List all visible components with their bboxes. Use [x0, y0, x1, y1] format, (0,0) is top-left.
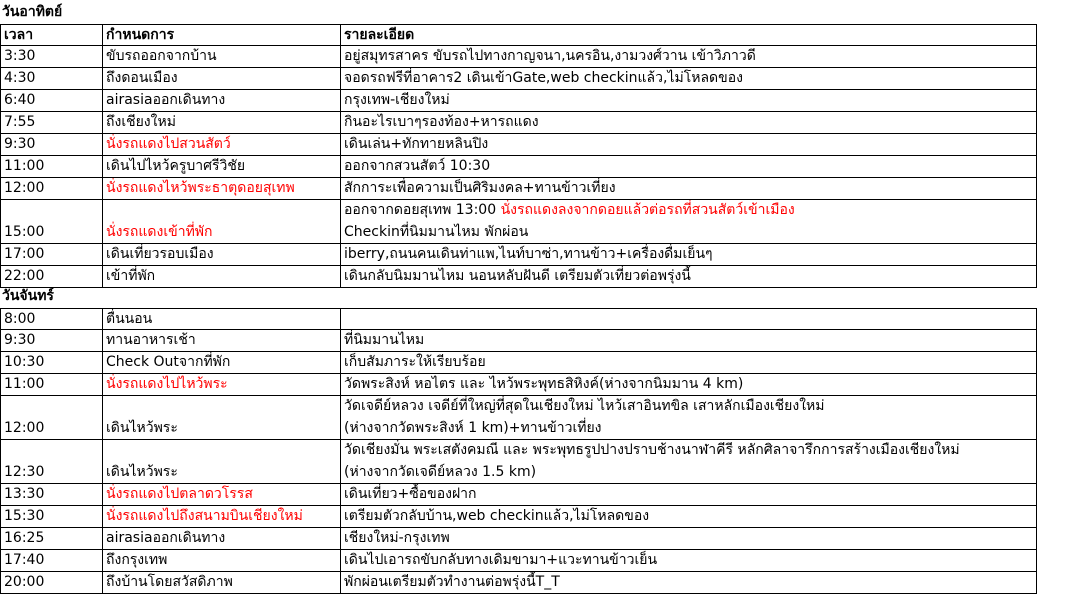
table-row	[0, 134, 1067, 156]
activity-text: airasiaออกเดินทาง	[106, 92, 226, 108]
activity-cell	[102, 200, 340, 244]
detail-cell	[340, 178, 1037, 200]
detail-highlight: นั่งรถแดงลงจากดอยแล้วต่อรถที่สวนสัตว์เข้าเมือง	[500, 202, 795, 218]
day-title-sunday: วันอาทิตย์	[2, 4, 63, 20]
detail-cell	[340, 112, 1037, 134]
detail-cell	[340, 506, 1037, 528]
detail-cell	[340, 550, 1037, 572]
time-text: 9:30	[4, 332, 36, 348]
detail-line: เชียงใหม่-กรุงเทพ	[344, 530, 450, 546]
detail-cell	[340, 484, 1037, 506]
time-text: 13:30	[4, 486, 45, 502]
activity-cell	[102, 24, 340, 46]
detail-line	[344, 201, 795, 219]
time-cell	[0, 440, 102, 484]
time-cell	[0, 528, 102, 550]
time-cell	[0, 134, 102, 156]
activity-cell	[102, 156, 340, 178]
activity-cell	[102, 112, 340, 134]
activity-cell	[102, 68, 340, 90]
activity-cell	[102, 134, 340, 156]
table-row	[0, 484, 1067, 506]
activity-text: airasiaออกเดินทาง	[106, 530, 226, 546]
activity-cell	[102, 374, 340, 396]
activity-text: ตื่นนอน	[106, 311, 153, 327]
activity-text: ถึงเชียงใหม่	[106, 114, 176, 130]
time-cell	[0, 506, 102, 528]
time-text: 11:00	[4, 158, 45, 174]
time-cell	[0, 200, 102, 244]
activity-text: เดินไปไหว้ครูบาศรีวิชัย	[106, 158, 246, 174]
time-cell	[0, 308, 102, 330]
time-cell	[0, 178, 102, 200]
detail-cell	[340, 396, 1037, 440]
time-text: 10:30	[4, 354, 45, 370]
detail-cell	[340, 352, 1037, 374]
time-cell	[0, 550, 102, 572]
activity-cell	[102, 178, 340, 200]
time-text: 7:55	[4, 114, 36, 130]
time-cell	[0, 24, 102, 46]
table-row	[0, 90, 1067, 112]
activity-cell	[102, 244, 340, 266]
activity-cell	[102, 308, 340, 330]
time-text: 22:00	[4, 268, 45, 284]
detail-line: เดินเล่น+ทักทายหลินปิง	[344, 136, 489, 152]
detail-cell	[340, 308, 1037, 330]
detail-cell	[340, 156, 1037, 178]
activity-text: เดินไหว้พระ	[106, 464, 178, 480]
table-row	[0, 308, 1067, 330]
detail-line: (ห่างจากวัดพระสิงห์ 1 km)+ทานข้าวเที่ยง	[344, 420, 602, 436]
activity-cell	[102, 330, 340, 352]
time-text: 12:30	[4, 464, 45, 480]
time-cell	[0, 68, 102, 90]
time-text: 17:00	[4, 246, 45, 262]
time-text: เวลา	[4, 27, 34, 43]
activity-cell	[102, 266, 340, 288]
detail-line: พักผ่อนเตรียมตัวทำงานต่อพรุ่งนี้T_T	[344, 574, 560, 590]
detail-cell	[340, 374, 1037, 396]
table-header	[0, 24, 1067, 46]
time-text: 20:00	[4, 574, 45, 590]
table-row	[0, 374, 1067, 396]
table-row	[0, 200, 1067, 244]
detail-line: ที่นิมมานไหม	[344, 332, 425, 348]
activity-text: ถึงดอนเมือง	[106, 70, 178, 86]
table-row	[0, 550, 1067, 572]
time-text: 15:30	[4, 508, 45, 524]
day-title-monday: วันจันทร์	[2, 288, 54, 304]
activity-cell	[102, 46, 340, 68]
table-row	[0, 244, 1067, 266]
activity-cell	[102, 550, 340, 572]
time-cell	[0, 156, 102, 178]
time-cell	[0, 112, 102, 134]
activity-cell	[102, 484, 340, 506]
time-cell	[0, 244, 102, 266]
detail-cell	[340, 330, 1037, 352]
activity-text: นั่งรถแดงไปถึงสนามบินเชียงใหม่	[106, 508, 303, 524]
table-row	[0, 112, 1067, 134]
activity-text: ขับรถออกจากบ้าน	[106, 48, 217, 64]
detail-line: iberry,ถนนคนเดินท่าแพ,ไนท์บาซ่า,ทานข้าว+เครื่องดื่มเย็นๆ	[344, 246, 713, 262]
detail-cell	[340, 244, 1037, 266]
detail-cell	[340, 90, 1037, 112]
detail-line: (ห่างจากวัดเจดีย์หลวง 1.5 km)	[344, 464, 537, 480]
detail-line: เก็บสัมภาระให้เรียบร้อย	[344, 354, 486, 370]
table-row	[0, 528, 1067, 550]
activity-text: ถึงบ้านโดยสวัสดิภาพ	[106, 574, 233, 590]
time-text: 4:30	[4, 70, 36, 86]
detail-cell	[340, 200, 1037, 244]
detail-cell	[340, 46, 1037, 68]
detail-line: วัดพระสิงห์ หอไตร และ ไหว้พระพุทธสิหิงค์(ห่างจากนิมมาน 4 km)	[344, 376, 744, 392]
detail-cell	[340, 134, 1037, 156]
time-text: 12:00	[4, 420, 45, 436]
activity-text: นั่งรถแดงไปสวนสัตว์	[106, 136, 231, 152]
time-text: 17:40	[4, 552, 45, 568]
time-text: 15:00	[4, 224, 45, 240]
detail-line: ออกจากสวนสัตว์ 10:30	[344, 158, 491, 174]
time-cell	[0, 396, 102, 440]
detail-line: วัดเชียงมั่น พระเสตังคมณี และ พระพุทธรูปปางปราบช้างนาฬาคีรี หลักศิลาจารึกการสร้างเมืองเชียงใหม่	[344, 442, 960, 458]
detail-cell	[340, 266, 1037, 288]
activity-cell	[102, 396, 340, 440]
time-text: 12:00	[4, 180, 45, 196]
detail-cell	[340, 68, 1037, 90]
table-row	[0, 396, 1067, 440]
detail-line: อยู่สมุทรสาคร ขับรถไปทางกาญจนา,นครอิน,งามวงศ์วาน เข้าวิภาวดี	[344, 48, 756, 64]
detail-cell	[340, 528, 1037, 550]
detail-line: กินอะไรเบาๆรองท้อง+หารถแดง	[344, 114, 539, 130]
detail-cell	[340, 24, 1037, 46]
table-row	[0, 178, 1067, 200]
activity-text: นั่งรถแดงไปไหว้พระ	[106, 376, 228, 392]
table-row	[0, 352, 1067, 374]
activity-text: เดินเที่ยวรอบเมือง	[106, 246, 214, 262]
activity-text: กำหนดการ	[106, 27, 175, 43]
detail-cell	[340, 440, 1037, 484]
time-text: 6:40	[4, 92, 36, 108]
detail-line: วัดเจดีย์หลวง เจดีย์ที่ใหญ่ที่สุดในเชียงใหม่ ไหว้เสาอินทขิล เสาหลักเมืองเชียงใหม่	[344, 398, 825, 414]
activity-text: นั่งรถแดงไปตลาดวโรรส	[106, 486, 253, 502]
time-cell	[0, 484, 102, 506]
activity-text: นั่งรถแดงไหว้พระธาตุดอยสุเทพ	[106, 180, 295, 196]
detail-line: รายละเอียด	[344, 27, 415, 43]
activity-text: เดินไหว้พระ	[106, 420, 178, 436]
time-cell	[0, 46, 102, 68]
table-row	[0, 266, 1067, 288]
table-row	[0, 156, 1067, 178]
table-row	[0, 330, 1067, 352]
activity-cell	[102, 528, 340, 550]
detail-line: เตรียมตัวกลับบ้าน,web checkinแล้ว,ไม่โหลดของ	[344, 508, 650, 524]
activity-cell	[102, 440, 340, 484]
table-row	[0, 68, 1067, 90]
time-cell	[0, 374, 102, 396]
time-text: 16:25	[4, 530, 45, 546]
table-row	[0, 46, 1067, 68]
time-cell	[0, 352, 102, 374]
time-text: 11:00	[4, 376, 45, 392]
detail-line: สักการะเพื่อความเป็นศิริมงคล+ทานข้าวเที่ยง	[344, 180, 616, 196]
detail-line: เดินกลับนิมมานไหม นอนหลับฝันดี เตรียมตัวเที่ยวต่อพรุ่งนี้	[344, 268, 691, 284]
detail-line: Checkinที่นิมมานไหม พักผ่อน	[344, 224, 529, 240]
activity-cell	[102, 352, 340, 374]
time-text: 3:30	[4, 48, 36, 64]
activity-text: Check Outจากที่พัก	[106, 354, 231, 370]
time-text: 9:30	[4, 136, 36, 152]
time-cell	[0, 330, 102, 352]
time-cell	[0, 90, 102, 112]
detail-text: ออกจากดอยสุเทพ 13:00	[344, 202, 501, 218]
activity-text: นั่งรถแดงเข้าที่พัก	[106, 224, 213, 240]
activity-cell	[102, 506, 340, 528]
time-text: 8:00	[4, 311, 36, 327]
activity-text: เข้าที่พัก	[106, 268, 156, 284]
detail-line: เดินไปเอารถขับกลับทางเดิมขามา+แวะทานข้าวเย็น	[344, 552, 658, 568]
table-row	[0, 506, 1067, 528]
activity-cell	[102, 90, 340, 112]
time-cell	[0, 266, 102, 288]
activity-text: ทานอาหารเช้า	[106, 332, 196, 348]
activity-text: ถึงกรุงเทพ	[106, 552, 168, 568]
detail-line: กรุงเทพ-เชียงใหม่	[344, 92, 450, 108]
table-row	[0, 440, 1067, 484]
detail-line: เดินเที่ยว+ซื้อของฝาก	[344, 486, 477, 502]
detail-line: จอดรถฟรีที่อาคาร2 เดินเข้าGate,web checkinแล้ว,ไม่โหลดของ	[344, 70, 743, 86]
